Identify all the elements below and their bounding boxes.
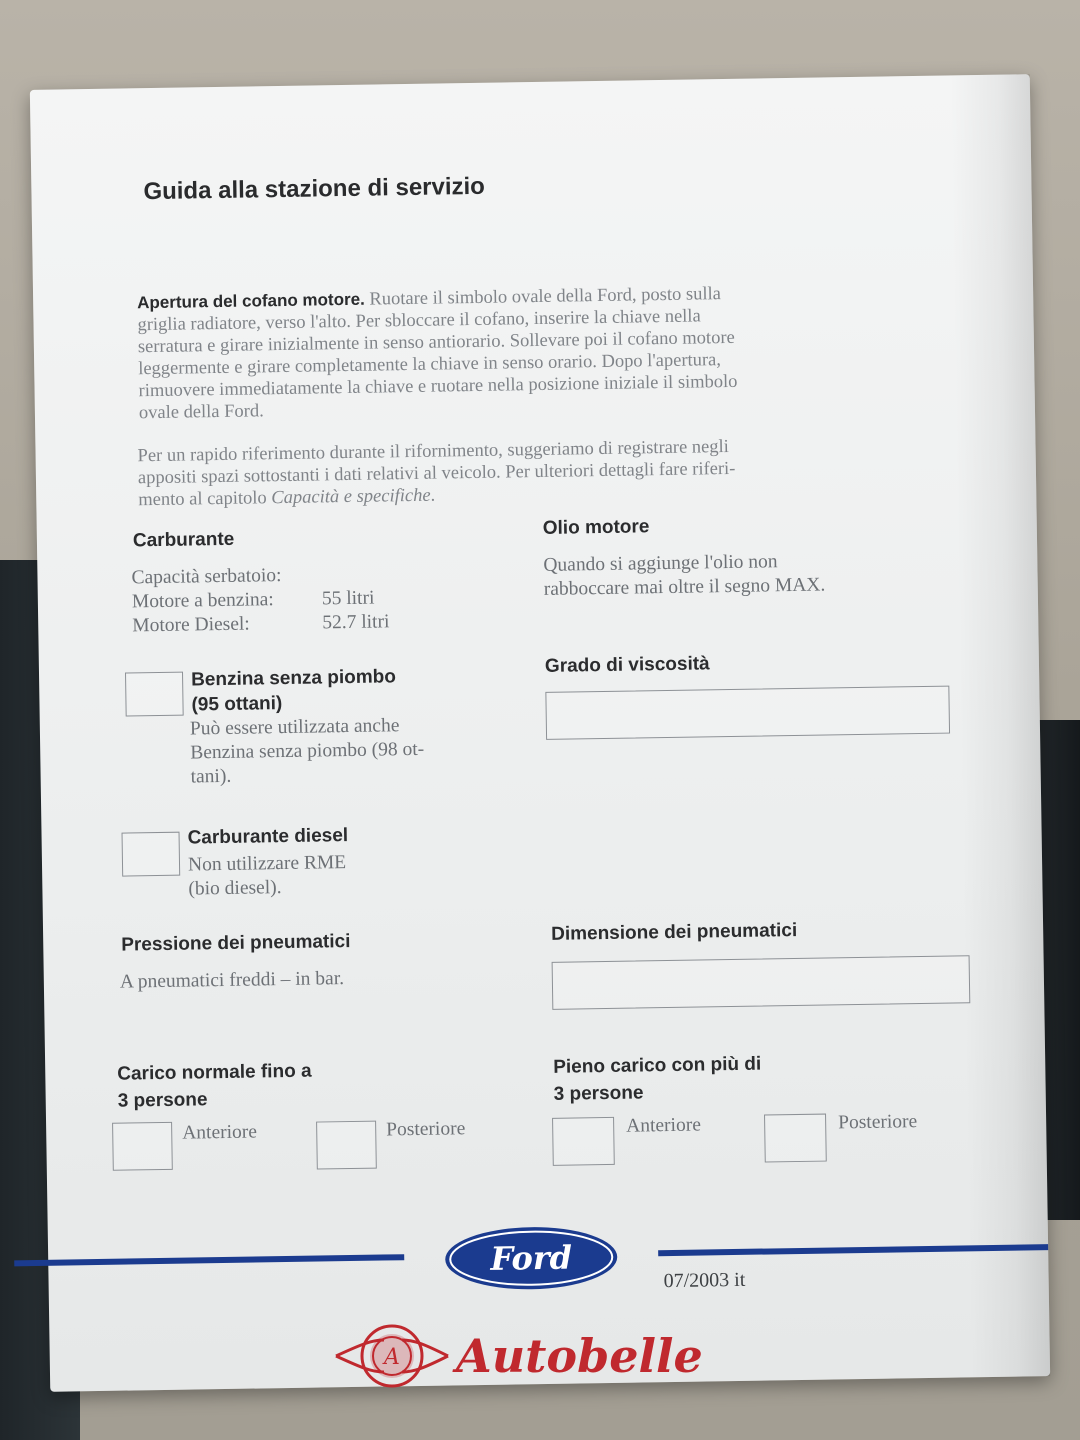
edition-code: 07/2003 it xyxy=(663,1268,746,1293)
ford-logo-icon xyxy=(443,1224,620,1293)
svg-text:Autobelle: Autobelle xyxy=(456,1329,703,1383)
manual-back-cover xyxy=(30,74,1050,1392)
diesel-heading: Carburante diesel xyxy=(187,825,349,849)
full-rear-label: Posteriore xyxy=(837,1111,918,1134)
tyre-size-heading: Dimensione dei pneumatici xyxy=(550,919,798,945)
unleaded-note: Può essere utilizzata anche Benzina senza piombo (98 ot- tani). xyxy=(189,715,425,788)
fuel-heading: Carburante xyxy=(132,528,235,552)
page-title: Guida alla stazione di servizio xyxy=(143,172,486,206)
reference-paragraph: Per un rapido riferimento durante il rifornimento, suggeriamo di registrare negli appositi spazi sottostanti i dati relativi al veicolo. Per ulteriori dettagli fare riferi- mento al capitolo Capacità e specifiche. xyxy=(137,436,736,511)
full-front-pressure-box[interactable] xyxy=(552,1117,615,1166)
full-front-label: Anteriore xyxy=(626,1114,702,1137)
normal-front-label: Anteriore xyxy=(182,1121,258,1144)
tyre-pressure-heading: Pressione dei pneumatici xyxy=(121,931,351,956)
tyre-size-input-box[interactable] xyxy=(552,955,971,1010)
viscosity-heading: Grado di viscosità xyxy=(544,653,710,677)
diesel-note: Non utilizzare RME (bio diesel). xyxy=(187,852,347,900)
tank-capacity-block: Capacità serbatoio: Motore a benzina: 55 litri Motore Diesel: 52.7 litri xyxy=(131,565,390,637)
tyre-pressure-note: A pneumatici freddi – in bar. xyxy=(119,968,345,993)
normal-rear-label: Posteriore xyxy=(386,1118,466,1141)
viscosity-input-box[interactable] xyxy=(545,686,950,740)
engine-oil-note: Quando si aggiunge l'olio non rabboccare mai oltre il segno MAX. xyxy=(543,551,826,600)
normal-rear-pressure-box[interactable] xyxy=(316,1121,377,1170)
svg-text:Ford: Ford xyxy=(490,1238,573,1278)
hood-opening-heading: Apertura del cofano motore. xyxy=(137,289,365,313)
unleaded-heading: Benzina senza piombo (95 ottani) xyxy=(190,666,397,716)
footer-rule-left xyxy=(14,1254,404,1266)
autobelle-watermark xyxy=(332,1318,752,1394)
unleaded-checkbox[interactable] xyxy=(125,672,184,717)
diesel-checkbox[interactable] xyxy=(122,832,181,877)
normal-front-pressure-box[interactable] xyxy=(112,1122,173,1171)
normal-load-heading: Carico normale fino a 3 persone xyxy=(117,1060,312,1112)
svg-text:A: A xyxy=(384,1345,400,1370)
diesel-capacity-value: 52.7 litri xyxy=(322,611,390,634)
hood-opening-paragraph: Apertura del cofano motore. Ruotare il simbolo ovale della Ford, posto sulla griglia radiatore, verso l'alto. Per sbloccare il cofano, inserire la chiave nella serratura e girare inizialmente in senso antiorario. Sollevare poi il cofano motore leggermente e girare completamente la chiave in senso orario. Dopo l'apertura, rimuovere immediatamente la chiave e ruotare nella posizione iniziale il simbolo ovale della Ford. xyxy=(137,284,738,424)
petrol-capacity-value: 55 litri xyxy=(321,587,375,610)
engine-oil-heading: Olio motore xyxy=(542,516,650,539)
full-load-heading: Pieno carico con più di 3 persone xyxy=(553,1053,762,1105)
full-rear-pressure-box[interactable] xyxy=(764,1114,827,1163)
